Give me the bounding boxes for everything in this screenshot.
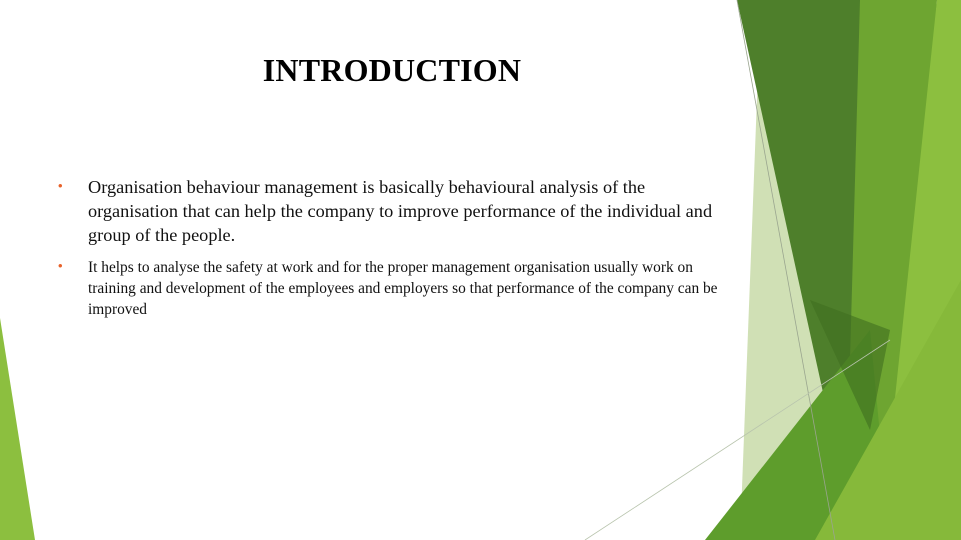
bullet-list (58, 175, 718, 320)
bullet-marker: • (58, 258, 63, 273)
bullet-text: Organisation behaviour management is basically behavioural analysis of the organisation that can help the company to improve performance of the individual and group of the people. (88, 177, 713, 245)
bullet-marker: • (58, 178, 63, 193)
bullet-text: It helps to analyse the safety at work and for the proper management organisation usually work on training and development of the employees and employers so that performance of the company can be improved (88, 259, 718, 318)
slide-title: INTRODUCTION (262, 52, 522, 88)
bullet-item (58, 175, 718, 247)
bullet-item (58, 257, 718, 320)
left-accent-shape (0, 318, 35, 540)
